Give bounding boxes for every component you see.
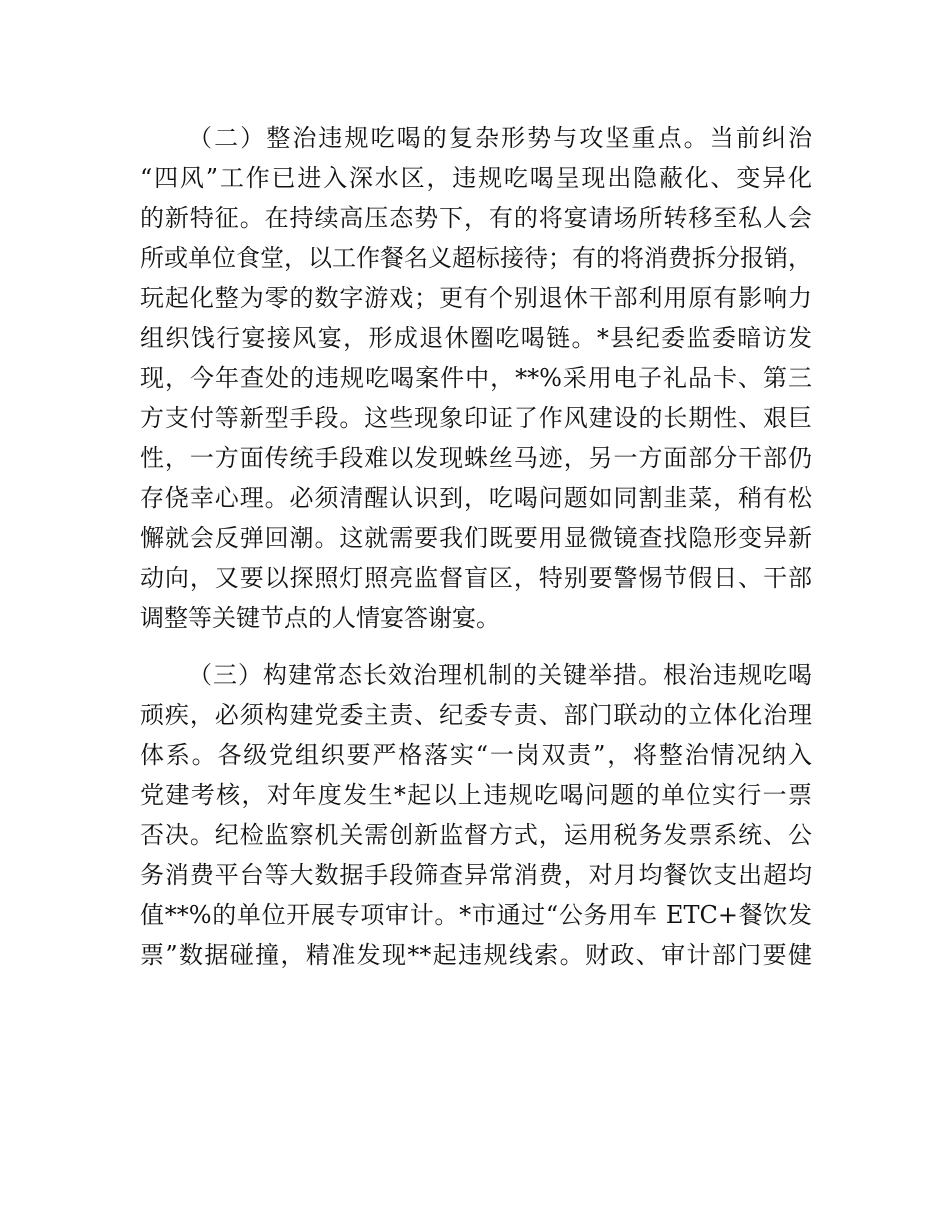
paragraph-line: 动向，又要以探照灯照亮监督盲区，特别要警惕节假日、干部 — [140, 564, 812, 592]
paragraph-section-two — [140, 118, 812, 638]
paragraph-line: 值**%的单位开展专项审计。*市通过“公务用车 ETC+餐饮发 — [140, 901, 812, 929]
paragraph-line: 组织饯行宴接风宴，形成退休圈吃喝链。*县纪委监委暗访发 — [140, 324, 812, 352]
paragraph-line: 否决。纪检监察机关需创新监督方式，运用税务发票系统、公 — [140, 821, 812, 849]
paragraph-line: 务消费平台等大数据手段筛查异常消费，对月均餐饮支出超均 — [140, 861, 812, 889]
paragraph-line: 体系。各级党组织要严格落实“一岗双责”，将整治情况纳入 — [140, 741, 812, 769]
paragraph-line: 所或单位食堂，以工作餐名义超标接待；有的将消费拆分报销， — [140, 244, 812, 272]
paragraph-line: （三）构建常态长效治理机制的关键举措。根治违规吃喝 — [188, 661, 812, 689]
paragraph-line: “四风”工作已进入深水区，违规吃喝呈现出隐蔽化、变异化 — [140, 164, 812, 192]
paragraph-section-three — [140, 655, 812, 975]
paragraph-line: 党建考核，对年度发生*起以上违规吃喝问题的单位实行一票 — [140, 781, 812, 809]
paragraph-line: 性，一方面传统手段难以发现蛛丝马迹，另一方面部分干部仍 — [140, 444, 812, 472]
document-body — [140, 118, 812, 975]
paragraph-line: 现，今年查处的违规吃喝案件中，**%采用电子礼品卡、第三 — [140, 364, 812, 392]
paragraph-line: 玩起化整为零的数字游戏；更有个别退休干部利用原有影响力 — [140, 284, 812, 312]
paragraph-spacer — [140, 638, 812, 655]
paragraph-line: 调整等关键节点的人情宴答谢宴。 — [140, 604, 500, 632]
paragraph-line: 顽疾，必须构建党委主责、纪委专责、部门联动的立体化治理 — [140, 701, 812, 729]
paragraph-line: 懈就会反弹回潮。这就需要我们既要用显微镜查找隐形变异新 — [140, 524, 812, 552]
paragraph-line: 存侥幸心理。必须清醒认识到，吃喝问题如同割韭菜，稍有松 — [140, 484, 812, 512]
paragraph-line: （二）整治违规吃喝的复杂形势与攻坚重点。当前纠治 — [188, 124, 812, 152]
paragraph-line: 票”数据碰撞，精准发现**起违规线索。财政、审计部门要健 — [140, 941, 812, 969]
paragraph-line: 的新特征。在持续高压态势下，有的将宴请场所转移至私人会 — [140, 204, 812, 232]
paragraph-line: 方支付等新型手段。这些现象印证了作风建设的长期性、艰巨 — [140, 404, 812, 432]
